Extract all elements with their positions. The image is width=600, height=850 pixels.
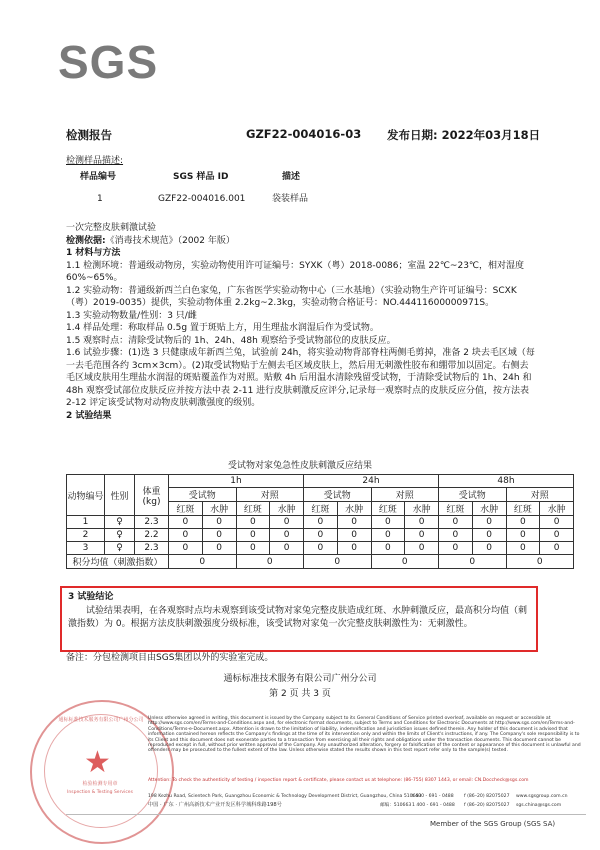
results-table [66, 474, 574, 569]
cell-score: 0 [472, 516, 506, 529]
phone: t 400 - 691 - 0488 [412, 794, 454, 799]
h-edema: 水肿 [540, 502, 574, 516]
sample-desc-label: 检测样品描述: [66, 156, 124, 166]
cell-score: 0 [169, 516, 203, 529]
para-1-2: 1.2 实验动物：普通级新西兰白色家兔，广东省医学实验动物中心（三水基地）（实验动物生产许可证编号：SCXK（粤）2019-0035）提供，实验动物体重 2.2kg~2.3kg，实验动物合格证号：NO.44411600000971S。 [66, 285, 517, 308]
fax: f (86–20) 82075027 [464, 794, 510, 799]
cell-no: 2 [67, 529, 105, 542]
cell-weight: 2.3 [135, 542, 169, 555]
disclaimer: Unless otherwise agreed in writing, this document is issued by the Company subject to its General Conditions of Service printed overleaf, available on request or accessible at http://www.sgs.com/en/Terms-and-Conditions.aspx and, for electronic format documents, subject to Terms and Conditions for Electronic Documents at http://www.sgs.com/en/Terms-and-Conditions/Terms-e-Document.aspx. Attention is drawn to the limitation of liability, indemnification and jurisdiction issues defined therein. Any holder of this document is advised that information contained hereon reflects the Company's findings at the time of its intervention only and within the limits of Client's instructions, if any. The Company's sole responsibility is to its Client and this document does not exonerate parties to a transaction from exercising all their rights and obligations under the transaction documents. This document cannot be reproduced except in full, without prior written approval of the Company. Any unauthorized alteration, forgery or falsification of the content or appearance of this document is unlawful and offenders may be prosecuted to the fullest extent of the law. Unless otherwise stated the results shown in this test report refer only to the sample(s) tested. [148, 716, 581, 754]
cell-weight: 2.2 [135, 529, 169, 542]
cell-score: 0 [337, 542, 371, 555]
h-red: 红斑 [304, 502, 338, 516]
organization-name: 通标标准技术服务有限公司广州分公司 [223, 674, 377, 684]
conclusion-title: 3 试验结论 [68, 592, 114, 602]
seal-english: Inspection & Testing Services [67, 790, 133, 795]
cell-score: 0 [506, 542, 540, 555]
page-number: 第 2 页 共 3 页 [269, 689, 331, 699]
cell-score: 0 [439, 516, 473, 529]
cell-weight: 2.3 [135, 516, 169, 529]
h-time-1h: 1h [169, 475, 304, 488]
cell-score: 0 [270, 542, 304, 555]
sample-row-no: 1 [97, 194, 103, 204]
cell-sex: ♀ [105, 542, 135, 555]
h-red: 红斑 [506, 502, 540, 516]
cell-score: 0 [439, 529, 473, 542]
sgs-logo: SGS [58, 36, 159, 88]
report-title: 检测报告 [66, 128, 112, 142]
h-test: 受试物 [439, 488, 507, 502]
phone-cn: 1 400 - 691 - 0488 [412, 803, 455, 808]
para-1-3: 1.3 实验动物数量/性别：3 只/雌 [66, 310, 197, 321]
method-section [66, 222, 536, 422]
h-time-24h: 24h [304, 475, 439, 488]
h-time-48h: 48h [439, 475, 574, 488]
table-caption: 受试物对家兔急性皮肤刺激反应结果 [227, 461, 372, 471]
cell-score: 0 [202, 529, 236, 542]
seal-text: 通标标准技术服务有限公司广州分公司 [58, 717, 144, 723]
cell-score: 0 [506, 516, 540, 529]
para-1-5: 1.5 观察时点：清除受试物后的 1h、24h、48h 观察给予受试物部位的皮肤反应。 [66, 335, 396, 346]
h-red: 红斑 [371, 502, 405, 516]
h-edema: 水肿 [472, 502, 506, 516]
postcode: 邮编：510663 [380, 803, 412, 808]
cell-score: 0 [236, 516, 270, 529]
table-row [67, 542, 574, 555]
seal-star-icon: ★ [84, 745, 111, 780]
report-number: GZF22-004016-03 [246, 127, 362, 141]
cell-score: 0 [405, 529, 439, 542]
section-1-title: 1 材料与方法 [66, 248, 121, 258]
cell-score: 0 [371, 542, 405, 555]
sample-row-desc: 袋装样品 [272, 194, 309, 204]
conclusion-text: 试验结果表明，在各观察时点均未观察到该受试物对家兔完整皮肤造成红斑、水肿刺激反应，最高积分均值（刺激指数）为 0。根据方法皮肤刺激强度分级标准，该受试物对家兔一次完整皮肤刺激性为：无刺激性。 [68, 606, 528, 629]
email: sgs.china@sgs.com [516, 803, 562, 808]
cell-score: 0 [304, 516, 338, 529]
avg-score: 0 [506, 555, 574, 569]
avg-score: 0 [236, 555, 304, 569]
cell-score: 0 [540, 516, 574, 529]
h-sex: 性别 [105, 475, 135, 516]
cell-score: 0 [337, 516, 371, 529]
h-ctrl: 对照 [371, 488, 439, 502]
cell-no: 1 [67, 516, 105, 529]
h-ctrl: 对照 [236, 488, 304, 502]
para-1-4: 1.4 样品处理：称取样品 0.5g 置于斑贴上方，用生理盐水润湿后作为受试物。 [66, 323, 379, 333]
cell-score: 0 [236, 529, 270, 542]
cell-score: 0 [405, 542, 439, 555]
cell-score: 0 [472, 542, 506, 555]
table-row-average [67, 555, 574, 569]
cell-score: 0 [472, 529, 506, 542]
para-1-6: 1.6 试验步骤：(1)选 3 只健康成年新西兰兔，试验前 24h，将实验动物背部脊柱两侧毛剪掉，准备 2 块去毛区域（每一去毛范围各约 3cm×3cm）。(2)取受试物贴于左侧去毛区域皮肤上，然后用无刺激性胶布和绷带加以固定。右侧去毛区域皮肤用生理盐水润湿的斑贴覆盖作为对照。贴敷 4h 后用温水清除残留受试物，于清除受试物后的 1h、24h 和 48h 观察受试部位皮肤反应并按方法中表 2-11 进行皮肤刺激反应评分,记录每一观察时点的皮肤反应分值，按方法表 2-12 评定该受试物对动物皮肤刺激强度的级别。 [66, 348, 535, 408]
sample-col-id: SGS 样品 ID [173, 172, 229, 182]
cell-score: 0 [371, 529, 405, 542]
cell-score: 0 [169, 529, 203, 542]
h-test: 受试物 [304, 488, 372, 502]
h-edema: 水肿 [337, 502, 371, 516]
cell-score: 0 [337, 529, 371, 542]
h-animal: 动物编号 [67, 475, 105, 516]
avg-label: 积分均值（刺激指数） [67, 555, 169, 569]
cell-score: 0 [540, 529, 574, 542]
cell-score: 0 [236, 542, 270, 555]
conclusion-box [60, 586, 538, 652]
cell-no: 3 [67, 542, 105, 555]
cell-score: 0 [540, 542, 574, 555]
h-weight: 体重(kg) [135, 475, 169, 516]
cell-score: 0 [304, 542, 338, 555]
issue-date: 发布日期: 2022年03月18日 [387, 128, 541, 142]
sample-col-desc: 描述 [282, 172, 301, 182]
avg-score: 0 [304, 555, 372, 569]
cell-score: 0 [405, 516, 439, 529]
table-row [67, 516, 574, 529]
authenticity-notice: Attention: To check the authenticity of testing / inspection report & certificate, please contact us at telephone: (86-755) 8307 1443, or email: CN.Doccheck@sgs.com [148, 778, 529, 783]
sample-row-id: GZF22-004016.001 [158, 194, 246, 204]
table-row [67, 529, 574, 542]
sgs-member: Member of the SGS Group (SGS SA) [430, 820, 556, 828]
section-2-title: 2 试验结果 [66, 410, 112, 421]
avg-score: 0 [371, 555, 439, 569]
test-name: 一次完整皮肤刺激试验 [66, 223, 157, 233]
sample-col-no: 样品编号 [80, 172, 117, 182]
h-test: 受试物 [169, 488, 237, 502]
cell-score: 0 [202, 516, 236, 529]
address-en: 198 Kezhu Road, Scientech Park, Guangzhou Economic & Technology Development District, Guangzhou, China 510663 [148, 794, 422, 799]
remark: 备注：分包检测项目由SGS集团以外的实验室完成。 [66, 653, 274, 663]
avg-score: 0 [169, 555, 237, 569]
cell-score: 0 [169, 542, 203, 555]
cell-score: 0 [506, 529, 540, 542]
cell-score: 0 [270, 516, 304, 529]
cell-sex: ♀ [105, 516, 135, 529]
h-edema: 水肿 [270, 502, 304, 516]
cell-score: 0 [270, 529, 304, 542]
h-red: 红斑 [439, 502, 473, 516]
basis: 《消毒技术规范》（2002 年版） [105, 235, 235, 246]
cell-score: 0 [304, 529, 338, 542]
cell-score: 0 [439, 542, 473, 555]
avg-score: 0 [439, 555, 507, 569]
cell-score: 0 [202, 542, 236, 555]
website: www.sgsgroup.com.cn [516, 794, 568, 799]
basis-label: 检测依据: [66, 235, 106, 246]
para-1-1: 1.1 检测环境：普通级动物房，实验动物使用许可证编号：SYXK（粤）2018-0086；室温 22℃~23℃，相对湿度 60%~65%。 [66, 260, 525, 283]
footer-divider [66, 814, 586, 815]
cell-score: 0 [371, 516, 405, 529]
address-cn: 中国 · 广东 · 广州高新技术产业开发区科学城科珠路198号 [148, 802, 282, 808]
seal-subtext: 检验检测专用章 [82, 781, 118, 787]
h-red: 红斑 [169, 502, 203, 516]
fax-cn: f (86–20) 82075027 [464, 803, 510, 808]
h-edema: 水肿 [405, 502, 439, 516]
h-edema: 水肿 [202, 502, 236, 516]
h-red: 红斑 [236, 502, 270, 516]
h-ctrl: 对照 [506, 488, 574, 502]
cell-sex: ♀ [105, 529, 135, 542]
